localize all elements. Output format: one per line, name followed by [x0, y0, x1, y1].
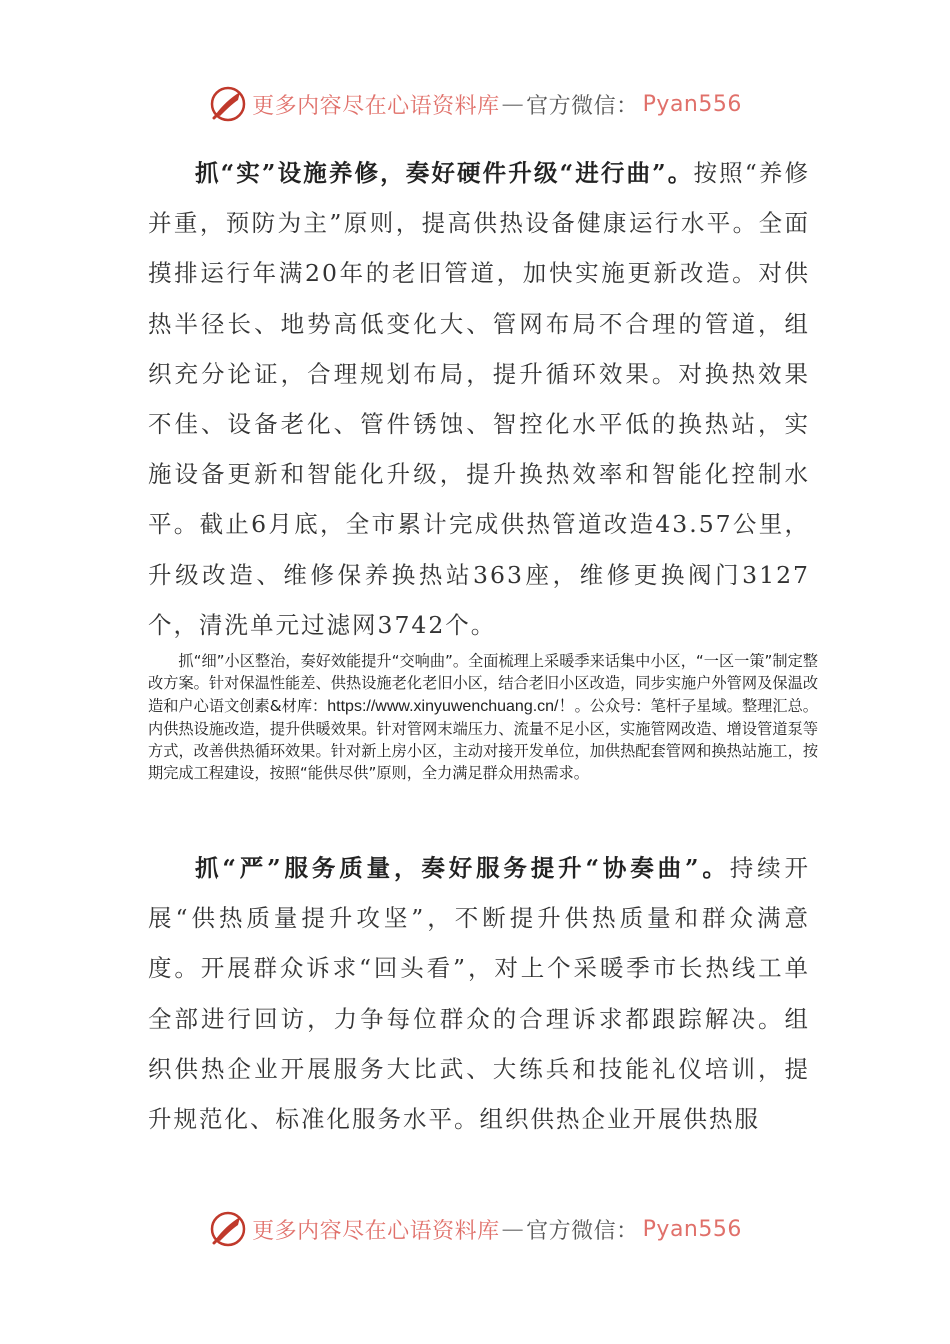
pen-nib-logo-icon — [208, 84, 248, 124]
banner-separator: — — [501, 91, 525, 117]
paragraph-url: https://www.xinyuwenchuang.cn/！ — [327, 697, 575, 715]
paragraph-text-b: 。公众号：笔杆子星域。整理汇总。内供热设施改造，提升供暖效果。针对管网末端压力、流量不足小区，实施管网改造、增设管道泵等方式，改善供热循环效果。针对新上房小区，主动对接开发单位，加供热配套管网和换热站施工，按期完成工程建设，按照“能供尽供”原则，全力满足群众用热需求。 — [148, 696, 818, 783]
paragraph-body: 持续开展“供热质量提升攻坚”，不断提升供热质量和群众满意度。开展群众诉求“回头看”，对上个采暖季市长热线工单全部进行回访，力争每位群众的合理诉求都跟踪解决。组织供热企业开展服务大比武、大练兵和技能礼仪培训，提升规范化、标准化服务水平。组织供热企业开展供热服 — [148, 854, 810, 1134]
banner-title: 更多内容尽在心语资料库 — [252, 93, 500, 119]
banner-text-group — [252, 1214, 742, 1245]
footer-banner — [0, 1207, 950, 1251]
banner-text-group — [252, 89, 742, 120]
paragraph-community-renovation — [148, 650, 818, 785]
paragraph-body: 按照“养修并重，预防为主”原则，提高供热设备健康运行水平。全面摸排运行年满20年的老旧管道，加快实施更新改造。对供热半径长、地势高低变化大、管网布局不合理的管道，组织充分论证，合理规划布局，提升循环效果。对换热效果不佳、设备老化、管件锈蚀、智控化水平低的换热站，实施设备更新和智能化升级，提升换热效率和智能化控制水平。截止6月底，全市累计完成供热管道改造43.57公里，升级改造、维修保养换热站363座，维修更换阀门3127个，清洗单元过滤网3742个。 — [148, 159, 810, 639]
banner-wechat-label: 官方微信： — [526, 1218, 639, 1244]
paragraph-facility-maintenance — [148, 148, 810, 650]
paragraph-lead: 抓“实”设施养修，奏好硬件升级“进行曲”。 — [195, 159, 694, 187]
header-banner — [0, 82, 950, 126]
paragraph-lead: 抓“严”服务质量，奏好服务提升“协奏曲”。 — [195, 854, 730, 882]
banner-wechat-label: 官方微信： — [526, 93, 639, 119]
banner-separator: — — [501, 1216, 525, 1242]
paragraph-text-a: 抓“细”小区整治，奏好效能提升“交响曲”。全面梳理上采暖季来话集中小区，“一区一策”制定整改方案。针对保温性能差、供热设施老化老旧小区，结合老旧小区改造，同步实施户外管网及保温改造和户心语文创素&材库： — [148, 652, 818, 715]
banner-wechat-id: Pyan556 — [642, 91, 742, 117]
banner-title: 更多内容尽在心语资料库 — [252, 1218, 500, 1244]
pen-nib-logo-icon — [208, 1209, 248, 1249]
banner-wechat-id: Pyan556 — [642, 1216, 742, 1242]
paragraph-service-quality — [148, 843, 810, 1144]
